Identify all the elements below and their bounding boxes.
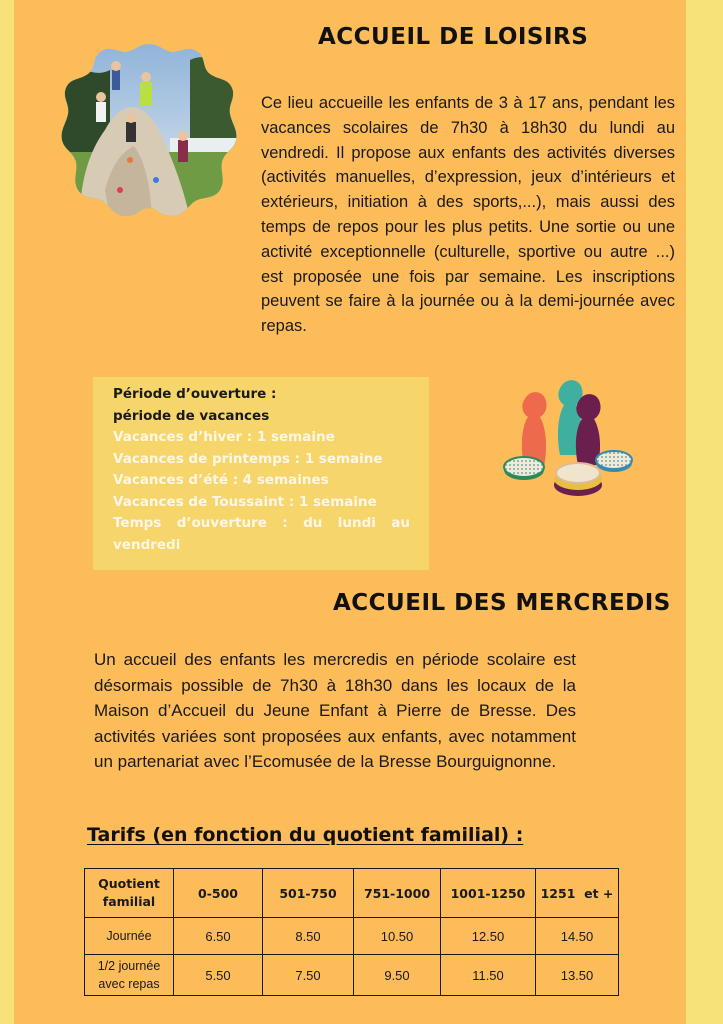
periode-subheading: période de vacances bbox=[113, 407, 270, 424]
column-header: 0-500 bbox=[174, 869, 263, 918]
periode-item: Vacances d’hiver : 1 semaine bbox=[113, 429, 335, 445]
periode-item: Vacances de Toussaint : 1 semaine bbox=[113, 493, 377, 510]
children-climbing-photo bbox=[60, 40, 238, 218]
table-cell: 10.50 bbox=[354, 918, 441, 955]
row-header: Journée bbox=[85, 918, 174, 955]
periode-item: Temps d’ouverture : du lundi au vendredi bbox=[113, 515, 410, 553]
periode-item: Vacances de printemps : 1 semaine bbox=[113, 450, 383, 467]
column-header: 751-1000 bbox=[354, 869, 441, 918]
tarifs-table bbox=[84, 868, 619, 996]
table-cell: 6.50 bbox=[174, 918, 263, 955]
table-header-row bbox=[85, 869, 619, 918]
game-pawns-illustration bbox=[500, 375, 635, 500]
table-cell: 14.50 bbox=[536, 918, 619, 955]
title-accueil-de-loisirs: ACCUEIL DE LOISIRS bbox=[318, 24, 589, 50]
column-header: 1001-1250 bbox=[441, 869, 536, 918]
column-header: 501-750 bbox=[263, 869, 354, 918]
table-cell: 9.50 bbox=[354, 955, 441, 996]
table-cell: 8.50 bbox=[263, 918, 354, 955]
page-edge-right bbox=[686, 0, 723, 1024]
column-header: Quotient familial bbox=[85, 869, 174, 918]
table-cell: 12.50 bbox=[441, 918, 536, 955]
title-accueil-des-mercredis: ACCUEIL DES MERCREDIS bbox=[333, 590, 671, 616]
table-cell: 13.50 bbox=[536, 955, 619, 996]
periode-ouverture-box bbox=[93, 377, 429, 570]
column-header: 1251 et + bbox=[536, 869, 619, 918]
periode-heading: Période d’ouverture : bbox=[113, 386, 277, 402]
mercredis-description: Un accueil des enfants les mercredis en période scolaire est désormais possible de 7h30 à 18h30 dans les locaux de la Maison d’Accueil du Jeune Enfant à Pierre de Bresse. Des activités variées sont proposées aux enfants, avec notamment un partenariat avec l’Ecomusée de la Bresse Bourguignonne. bbox=[94, 650, 576, 772]
table-cell: 11.50 bbox=[441, 955, 536, 996]
periode-item: Vacances d’été : 4 semaines bbox=[113, 472, 329, 488]
tarifs-title: Tarifs (en fonction du quotient familial) : bbox=[87, 824, 524, 846]
table-cell: 5.50 bbox=[174, 955, 263, 996]
table-cell: 7.50 bbox=[263, 955, 354, 996]
loisirs-description: Ce lieu accueille les enfants de 3 à 17 ans, pendant les vacances scolaires de 7h30 à 18h30 du lundi au vendredi. Il propose aux enfants des activités diverses (activités manuelles, d’expression, jeux d’intérieurs et extérieurs, initiation à des sports,...), mais aussi des temps de repos pour les plus petits. Une sortie ou une activité exceptionnelle (culturelle, sportive ou autre ...) est proposée une fois par semaine. Les inscriptions peuvent se faire à la journée ou à la demi-journée avec repas. bbox=[261, 94, 675, 336]
table-row bbox=[85, 918, 619, 955]
table-row bbox=[85, 955, 619, 996]
row-header: 1/2 journée avec repas bbox=[85, 955, 174, 996]
